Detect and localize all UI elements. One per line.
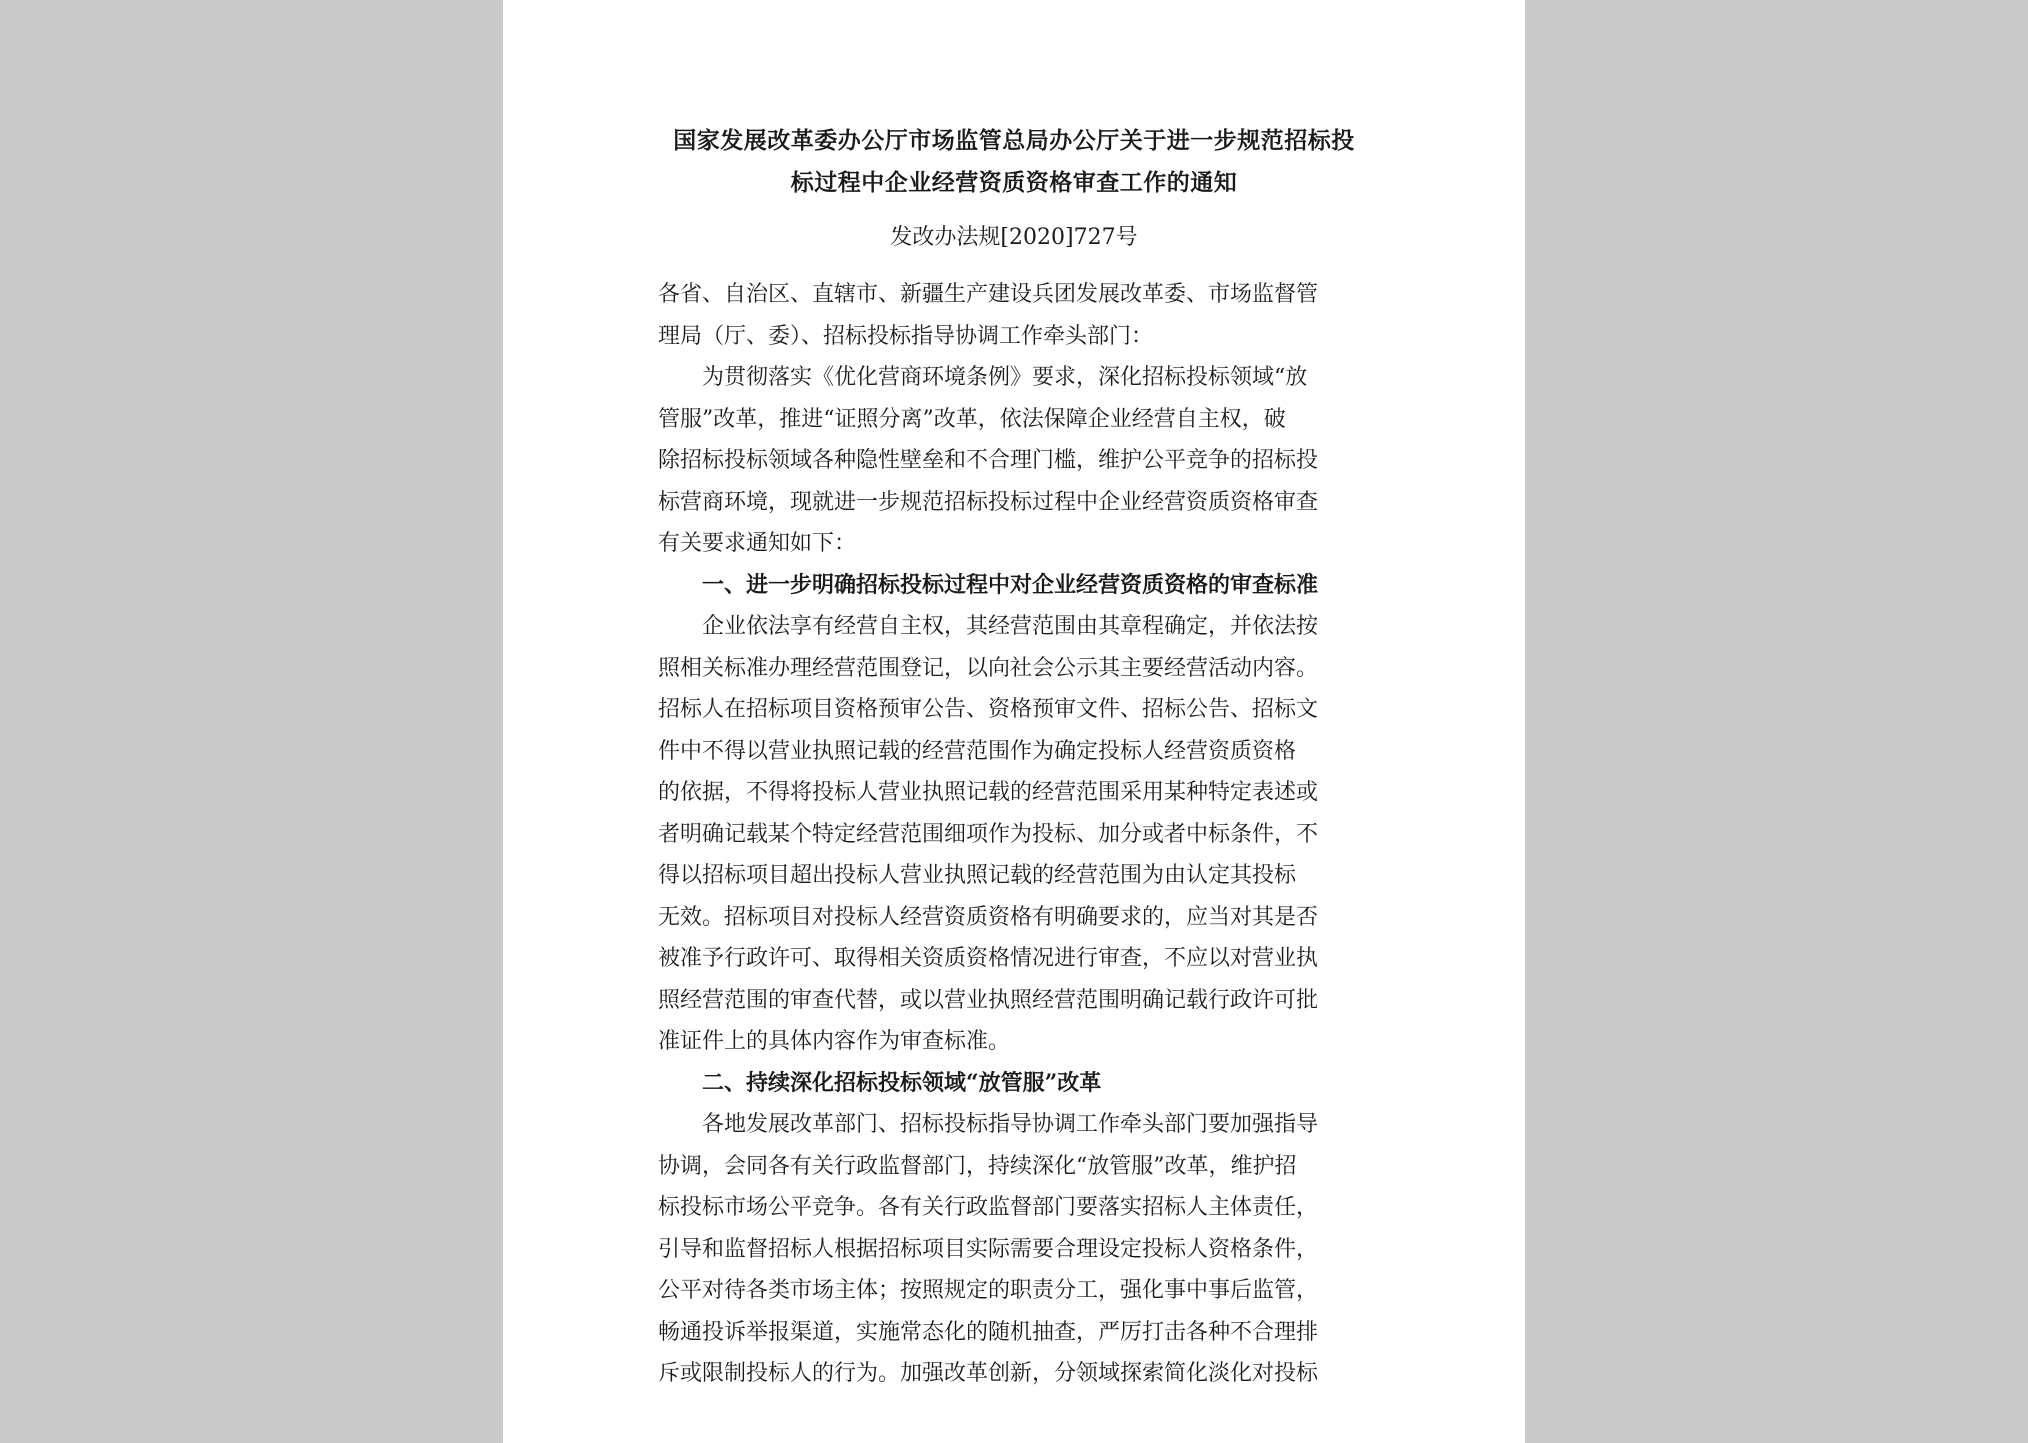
text-line: 有关要求通知如下： <box>658 531 857 556</box>
text-line: 无效。招标项目对投标人经营资质资格有明确要求的，应当对其是否 <box>658 904 1319 930</box>
intro-paragraph <box>658 357 1370 565</box>
title-line: 国家发展改革委办公厅市场监管总局办公厅关于进一步规范招标投 <box>673 127 1355 154</box>
text-line: 企业依法享有经营自主权，其经营范围由其章程确定，并依法按 <box>702 614 1319 639</box>
text-line: 准证件上的具体内容作为审查标准。 <box>658 1029 1011 1054</box>
text-line: 件中不得以营业执照记载的经营范围作为确定投标人经营资质资格 <box>658 738 1297 764</box>
text-line: 招标人在招标项目资格预审公告、资格预审文件、招标公告、招标文 <box>658 697 1319 722</box>
section-2-paragraph <box>658 1104 1370 1395</box>
section-2-heading: 二、持续深化招标投标领域“放管服”改革 <box>702 1069 1102 1096</box>
text-line: 协调，会同各有关行政监督部门，持续深化“放管服”改革，维护招 <box>658 1153 1297 1179</box>
document-content <box>658 120 1370 1395</box>
text-line: 引导和监督招标人根据招标项目实际需要合理设定投标人资格条件， <box>658 1236 1319 1262</box>
text-line: 公平对待各类市场主体；按照规定的职责分工，强化事中事后监管， <box>658 1278 1319 1303</box>
text-line: 得以招标项目超出投标人营业执照记载的经营范围为由认定其投标 <box>658 863 1297 888</box>
text-line: 照经营范围的审查代替，或以营业执照经营范围明确记载行政许可批 <box>658 987 1319 1013</box>
text-line: 的依据，不得将投标人营业执照记载的经营范围采用某种特定表述或 <box>658 780 1319 805</box>
text-line: 斥或限制投标人的行为。加强改革创新，分领域探索简化淡化对投标 <box>658 1361 1319 1386</box>
section-1-heading: 一、进一步明确招标投标过程中对企业经营资质资格的审查标准 <box>702 571 1319 598</box>
section-1-paragraph <box>658 606 1370 1063</box>
text-line: 除招标投标领域各种隐性壁垒和不合理门槛，维护公平竞争的招标投 <box>658 448 1319 473</box>
text-line: 各省、自治区、直辖市、新疆生产建设兵团发展改革委、市场监督管 <box>658 282 1319 307</box>
text-line: 为贯彻落实《优化营商环境条例》要求，深化招标投标领域“放 <box>702 365 1308 390</box>
text-line: 标营商环境，现就进一步规范招标投标过程中企业经营资质资格审查 <box>658 489 1319 515</box>
text-line: 照相关标准办理经营范围登记，以向社会公示其主要经营活动内容。 <box>658 655 1319 681</box>
document-title <box>658 120 1370 204</box>
document-page <box>503 0 1525 1443</box>
text-line: 各地发展改革部门、招标投标指导协调工作牵头部门要加强指导 <box>702 1112 1319 1137</box>
text-line: 者明确记载某个特定经营范围细项作为投标、加分或者中标条件，不 <box>658 821 1319 847</box>
text-line: 畅通投诉举报渠道，实施常态化的随机抽查，严厉打击各种不合理排 <box>658 1319 1319 1345</box>
title-line: 标过程中企业经营资质资格审查工作的通知 <box>790 169 1238 196</box>
text-line: 理局（厅、委）、招标投标指导协调工作牵头部门： <box>658 323 1154 349</box>
text-line: 被准予行政许可、取得相关资质资格情况进行审查，不应以对营业执 <box>658 946 1319 971</box>
text-line: 管服”改革，推进“证照分离”改革，依法保障企业经营自主权，破 <box>658 406 1286 432</box>
addressee-paragraph <box>658 274 1370 357</box>
document-number: 发改办法规[2020]727号 <box>890 225 1138 250</box>
text-line: 标投标市场公平竞争。各有关行政监督部门要落实招标人主体责任， <box>658 1195 1319 1220</box>
